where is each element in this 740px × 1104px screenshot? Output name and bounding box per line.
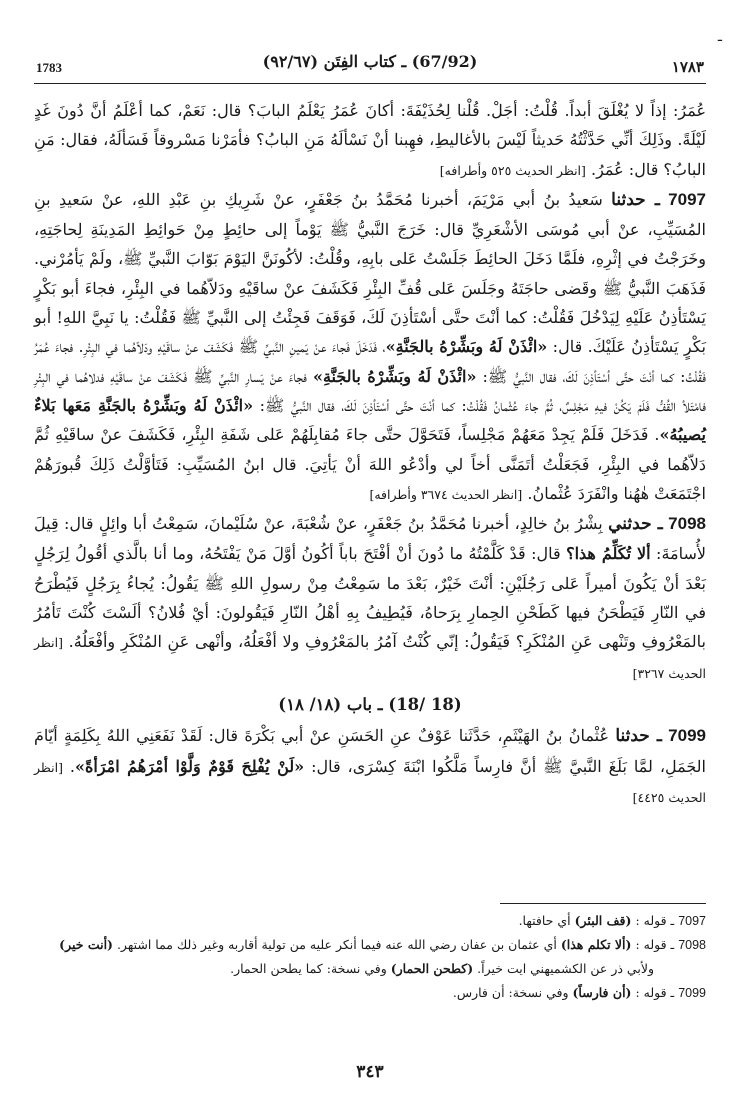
footnote-label: ـ قوله :	[635, 937, 675, 952]
hadith-text: قال: قَدْ كَلَّمْتُهُ ما دُونَ أنْ أفْتَحَ باباً أكُونُ أوَّلَ مَنْ يَفْتَحُهُ، وما أنا بالَّذي أقُولُ لِرَجُلٍ بَعْدَ أنْ يَكُونَ أميراً عَلى رَجُلَيْنِ: أنْتَ خَيْرٌ، بَعْدَ ما سَمِعْتُ مِنْ رسولِ اللهِ ﷺ يَقُولُ: يُجاءُ بِرَجُلٍ فَيُطْرَحُ في النّارِ فَيَطْحَنُ فيها كَطَحْنِ الحِمارِ بِرَحاهُ، فَيُطِيفُ بِهِ أهْلُ النّارِ فَيَقُولونَ: أيْ فُلانُ؟ ألَسْتَ كُنْتَ تَأمُرُ بالمَعْرُوفِ وتَنْهى عَنِ المُنْكَرِ؟ فَيَقُولُ: إنّي كُنْتُ آمُرُ بالمَعْرُوفِ ولا أفْعَلُهُ، وأنْهى عَنِ المُنْكَرِ وأفْعَلُهُ.	[34, 544, 706, 652]
footnote-key: (ألا تكلم هذا)	[560, 937, 632, 952]
header-rule	[34, 83, 706, 84]
prophet-quote: «ائْذَنْ لَهُ وبَشِّرْهُ بالجَنَّةِ»	[312, 366, 477, 386]
footnote-text: وفي نسخة: أن فارس.	[452, 985, 569, 1000]
hadith-7099: 7099 ـ حدثنا عُثْمانُ بنُ الهَيْثَمِ، حَدَّثَنا عَوْفٌ عنِ الحَسَنِ عنْ أبي بَكْرَةَ قال: لَقَدْ نَفَعَنِي اللهُ بِكَلِمَةٍ أيّامَ الجَمَلِ، لمَّا بَلَغَ النَّبيَّ ﷺ أنَّ فارِساً مَلَّكُوا ابْنَةَ كِسْرَى، قال: «لَنْ يُفْلِحَ قَوْمٌ وَلَّوْا أمْرَهُمُ امْرَأةً». [انظر الحديث ٤٤٢٥]	[34, 726, 706, 805]
prophet-quote: «ائْذَنْ لَهُ وبَشِّرْهُ بالجَنَّةِ»	[385, 337, 548, 357]
footnote-key: (أن فارساً)	[572, 985, 632, 1000]
footnote-text: ولأبي ذر عن الكشميهني ايت خيراً.	[477, 961, 654, 976]
footnote-key: (أنت خير)	[59, 937, 113, 952]
footnote-text: وفي نسخة: كما يطحن الحمار.	[230, 961, 387, 976]
continuation-text: عُمَرُ: إذاً لا يُغْلَقَ أبداً. قُلْتُ: أجَلْ. قُلْنا لِحُذَيْفَةَ: أكانَ عُمَرُ يَعْلَمُ البابَ؟ قال: نَعَمْ، كما أعْلَمُ أنَّ دُونَ غَدٍ لَيْلَةً. وذَلِكَ أنِّي حَدَّثْتُهُ حَديثاً لَيْسَ بالأغاليطِ، فهِبنا أنْ نَسْألَهُ مَنِ البابُ؟ فأمَرْنا مَسْروقاً فَسَألَهُ، فقال: مَنِ البابُ؟ قال: عُمَرُ.	[34, 101, 706, 179]
cross-reference: [انظر الحديث ٤٤٢٥]	[34, 759, 706, 805]
page-number-latin: 1783	[36, 60, 62, 75]
hadith-text: ، فَدَخَلَ فَجاءَ عنْ يَمينِ النَّبيِّ ﷺ فَكَشَفَ عنْ ساقَيْهِ ودَلاّهُما في البِئْرِ. فجاءَ عُمَرُ فَقُلْتُ: كما أنْتَ حتَّى أسْتَأذِنَ لَكَ، فقال النَّبيُّ ﷺ:	[34, 337, 707, 386]
footnote-text: أي عثمان بن عفان رضي الله عنه فيما أنكر عليه من تولية أقاربه وغير ذلك مما اشتهر.	[116, 937, 557, 952]
hadith-lead: ـ حدثني	[608, 514, 663, 535]
footnote-7097	[34, 909, 706, 933]
footnote-number: 7098	[678, 938, 706, 952]
hadith-number: 7098	[668, 514, 706, 534]
hadith-continuation	[34, 96, 706, 185]
hadith-text: سَعيدُ بنُ أبي مَرْيَمَ، أخبرنا مُحَمَّدُ بنُ جَعْفَرٍ، عنْ شَرِيكِ بنِ عَبْدِ اللهِ، عنْ سَعيدِ بنِ المُسَيِّبِ، عنْ أبي مُوسَى الأشْعَرِيِّ قال: خَرَجَ النَّبيُّ ﷺ يَوْماً إلى حائِطٍ مِنْ حَوائِطِ المَدِينَةِ لِحاجَتِهِ، وخَرَجْتُ في إثْرِهِ، فلَمَّا دَخَلَ الحائِطَ جَلَسْتُ عَلى بابِهِ، وقُلْتُ: لأكُونَنَّ اليَوْمَ بَوّابَ النَّبيِّ ﷺ، ولَمْ يَأمُرْني. فَذَهَبَ النَّبيُّ ﷺ وقَضى حاجَتَهُ وجَلَسَ عَلى قُفِّ البِئْرِ فَكَشَفَ عنْ ساقَيْهِ ودَلاّهُما في البِئْرِ، فجاءَ أبو بَكْرٍ يَسْتَأذِنُ عَلَيْهِ لِيَدْخُلَ فَقُلْتُ: كما أنْتَ حتَّى أسْتَأذِنَ لَكَ، فَوَقَفَ فَجِئْتُ إلى النَّبيِّ ﷺ فَقُلْتُ: يا نَبِيَّ اللهِ! أبو بَكْرٍ يَسْتَأذِنُ عَلَيْكَ. قال:	[34, 189, 707, 357]
cross-reference: [انظر الحديث ٥٢٥ وأطرافه]	[439, 162, 586, 178]
page-number-arabic: ١٧٨٣	[671, 58, 704, 76]
footnote-number: 7097	[678, 914, 706, 928]
cross-reference: [انظر الحديث ٣٦٧٤ وأطرافه]	[369, 486, 523, 502]
bab-heading: (18 /18) ـ باب (١٨/ ١٨)	[278, 694, 462, 714]
footer-page-number: ٣٤٣	[356, 1062, 384, 1082]
footnote-7098-cont	[34, 957, 706, 981]
hadith-quote: ألا تُكَلِّمُ هذا؟	[566, 544, 651, 564]
footnote-label: ـ قوله :	[635, 913, 675, 928]
prophet-quote: «لَنْ يُفْلِحَ قَوْمٌ وَلَّوْا أمْرَهُمُ امْرَأةً»	[75, 756, 305, 776]
footnote-key: (قف البئر)	[574, 913, 632, 928]
hadith-number: 7097	[668, 189, 706, 209]
footnote-rule	[500, 903, 706, 904]
footnote-number: 7099	[678, 986, 706, 1000]
hadith-lead: ـ حدثنا	[615, 726, 662, 747]
hadith-lead: ـ حدثنا	[611, 189, 660, 210]
corner-mark: ـ	[717, 29, 722, 45]
main-text	[34, 96, 706, 812]
footnote-label: ـ قوله :	[635, 985, 675, 1000]
hadith-text: . فَدَخَلَ فَلَمْ يَجِدْ مَعَهُمْ مَجْلِساً، فَتَحَوَّلَ حتَّى جاءَ مُقابِلَهُمْ عَلى شَفَةِ البِئْرِ، فَكَشَفَ عنْ ساقَيْهِ ثُمَّ دَلاّهُما في البِئْرِ، فَجَعَلْتُ أتَمَنَّى أخاً لي وأدْعُو اللهَ أنْ يَأتِيَ. قال ابنُ المُسَيِّبِ: فَتَأوَّلْتُ ذَلِكَ قُبورَهُمْ اجْتَمَعَتْ هٰهُنا وانْفَرَدَ عُثْمانُ.	[34, 425, 706, 503]
footnote-7098	[34, 933, 706, 957]
hadith-7098	[34, 509, 706, 688]
hadith-text: عُثْمانُ بنُ الهَيْثَمِ، حَدَّثَنا عَوْفٌ عنِ الحَسَنِ عنْ أبي بَكْرَةَ قال: لَقَدْ نَفَعَنِي اللهُ بِكَلِمَةٍ أيّامَ الجَمَلِ، لمَّا بَلَغَ النَّبيَّ ﷺ أنَّ فارِساً مَلَّكُوا ابْنَةَ كِسْرَى، قال:	[34, 726, 706, 776]
running-header	[34, 44, 706, 80]
hadith-7097	[34, 185, 706, 509]
chapter-title: (67/92) ـ كتاب الفِتَن (٩٢/٦٧)	[262, 52, 478, 71]
footnotes	[34, 909, 706, 1005]
hadith-text: فجاءَ عنْ يَسارِ النَّبيِّ ﷺ فَكَشَفَ عنْ ساقَيْهِ فدلاهُما في البِئْرِ فامْتَلأ القُفُّ فَلَمْ يَكُنْ فيهِ مَجْلِسٌ، ثُمَّ جاءَ عُثْمانُ فَقُلْتُ: كما أنْتَ حتَّى أسْتَأذِنَ لَكَ، فقال النَّبيُّ ﷺ:	[34, 366, 707, 415]
prophet-quote: «ائْذَنْ لَهُ وبَشِّرْهُ بالجَنَّةِ مَعَها بَلاءٌ يُصيبُهُ»	[34, 395, 706, 445]
footnote-text: أي حافتها.	[518, 913, 571, 928]
hadith-text: بِشْرُ بنُ خالِدٍ، أخبرنا مُحَمَّدُ بنُ جَعْفَرٍ، عنْ شُعْبَةَ، عنْ سُلَيْمانَ، سَمِعْتُ أبا وائِلٍ قال: قِيلَ لأُسامَةَ:	[34, 514, 706, 564]
cross-reference: [انظر الحديث ٣٢٦٧]	[34, 635, 706, 681]
hadith-number: 7099	[668, 726, 706, 746]
footnote-key: (كطحن الحمار)	[390, 961, 474, 976]
footnote-7099	[34, 981, 706, 1005]
